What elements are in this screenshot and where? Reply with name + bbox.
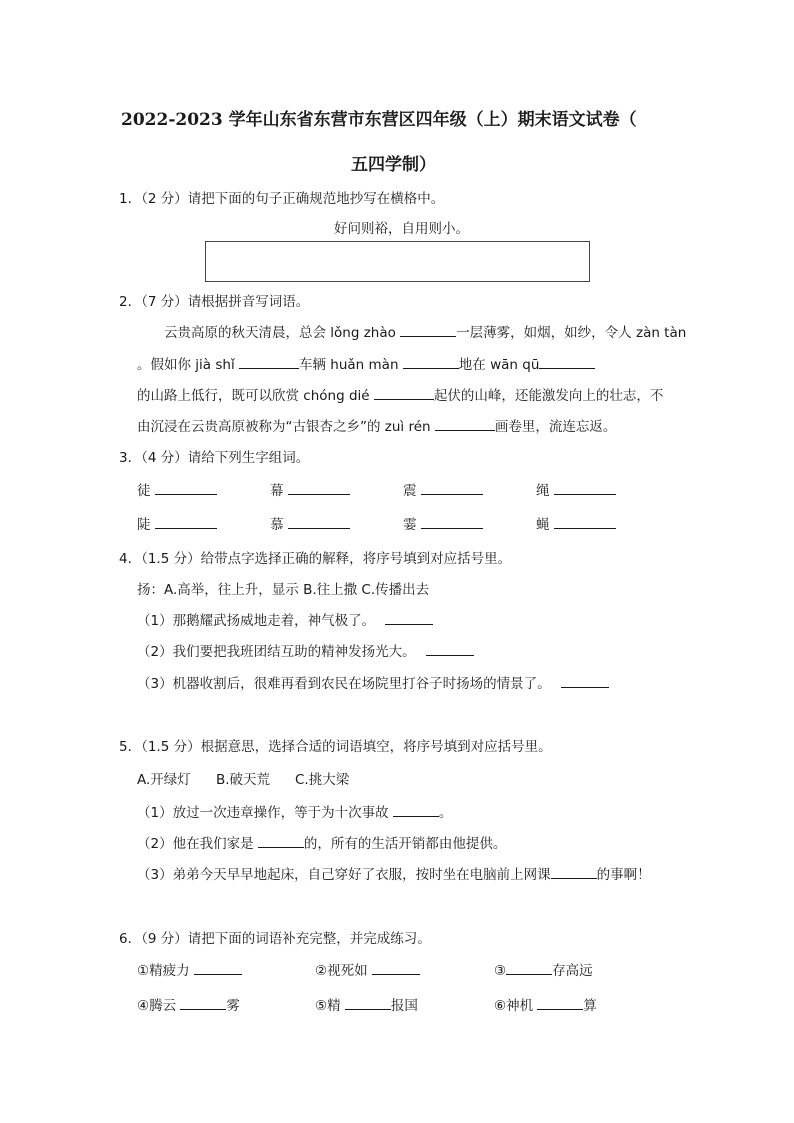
q2-line-4-text-a: 由沉浸在云贵高原被称为“古银杏之乡”的 zuì rén [137, 419, 435, 435]
q3-row-1-item-4 [536, 479, 616, 499]
q6-item-4 [137, 994, 240, 1014]
q4-options: 扬：A.高举，往上升，显示 B.往上撒 C.传播出去 [137, 582, 430, 598]
q3-row-2-item-4 [536, 513, 616, 533]
q3-blank[interactable] [288, 515, 350, 530]
q3-blank[interactable] [421, 481, 483, 496]
q2-blank-chongdie[interactable] [374, 386, 434, 401]
q3-char: 霎 [403, 517, 417, 533]
q3-blank[interactable] [421, 515, 483, 530]
q6-item-2 [315, 959, 420, 979]
q6-item-3-text-b: 存高远 [552, 963, 593, 979]
q4-sentence-1-text: （1）那鹅耀武扬威地走着，神气极了。 [137, 613, 376, 629]
q2-blank-zuiren[interactable] [435, 417, 495, 432]
q3-blank[interactable] [554, 481, 616, 496]
q4-sentence-1 [137, 609, 433, 629]
q2-line-1-text-a: 云贵高原的秋天清晨，总会 lǒng zhào [164, 325, 401, 341]
q2-line-1-text-b: 一层薄雾，如烟，如纱，令人 zàn tàn [456, 325, 687, 341]
q3-char: 陡 [137, 517, 151, 533]
q2-line-2-text-b: 车辆 huǎn màn [299, 357, 403, 373]
q5-sentence-3-text-b: 的事啊！ [596, 867, 651, 883]
q5-sentence-1-text-a: （1）放过一次违章操作，等于为十次事故 [137, 805, 393, 821]
q3-row-1-item-3 [403, 479, 483, 499]
q2-line-2 [137, 353, 595, 373]
q2-line-2-text-a: 。假如你 jià shǐ [137, 357, 239, 373]
q6-item-6-text-b: 算 [583, 998, 597, 1014]
q6-blank-3[interactable] [506, 961, 552, 976]
q6-blank-5[interactable] [345, 996, 391, 1011]
q6-blank-2[interactable] [372, 961, 420, 976]
q5-sentence-1 [137, 801, 452, 821]
q5-sentence-2 [137, 832, 506, 852]
q4-sentence-3-text: （3）机器收割后，很难再看到农民在场院里打谷子时扬场的情景了。 [137, 676, 551, 692]
q3-blank[interactable] [155, 515, 217, 530]
q6-item-3-text-a: ③ [494, 963, 507, 979]
q5-option-a: A.开绿灯 [137, 772, 191, 788]
question-5-header: 5．（1.5 分）根据意思，选择合适的词语填空，将序号填到对应括号里。 [119, 739, 552, 755]
question-3-header: 3．（4 分）请给下列生字组词。 [119, 450, 310, 466]
q4-sentence-2-text: （2）我们要把我班团结互助的精神发扬光大。 [137, 644, 416, 660]
q6-item-4-text-a: ④腾云 [137, 998, 181, 1014]
q2-line-2-text-c: 地在 wān qū [458, 357, 540, 373]
q6-item-2-text: ②视死如 [315, 963, 372, 979]
q5-blank-2[interactable] [258, 834, 304, 849]
q2-line-3-text-b: 起伏的山峰，还能激发向上的壮志，不 [433, 388, 664, 404]
q3-char: 慕 [270, 517, 284, 533]
q2-line-4-text-b: 画卷里，流连忘返。 [494, 419, 617, 435]
q5-sentence-2-text-b: 的，所有的生活开销都由他提供。 [303, 836, 507, 852]
q2-blank-huanman[interactable] [403, 355, 459, 370]
q4-blank-3[interactable] [561, 674, 609, 689]
q2-blank-longzhao[interactable] [400, 323, 456, 338]
q6-item-6 [494, 994, 597, 1014]
q3-row-1-item-2 [270, 479, 350, 499]
q5-sentence-1-text-b: 。 [438, 805, 453, 821]
q4-blank-1[interactable] [385, 611, 433, 626]
q3-blank[interactable] [155, 481, 217, 496]
q2-blank-zantan[interactable] [239, 355, 299, 370]
q3-blank[interactable] [288, 481, 350, 496]
q6-item-5 [315, 994, 418, 1014]
q6-item-5-text-a: ⑤精 [315, 998, 345, 1014]
question-1-header: 1．（2 分）请把下面的句子正确规范地抄写在横格中。 [119, 191, 445, 207]
copy-writing-box[interactable] [205, 241, 590, 282]
q3-char: 绳 [536, 483, 550, 499]
page-title-line1: 2022-2023 学年山东省东营市东营区四年级（上）期末语文试卷（ [121, 110, 637, 130]
q3-row-2-item-2 [270, 513, 350, 533]
question-6-header: 6．（9 分）请把下面的词语补充完整，并完成练习。 [119, 931, 431, 947]
q5-sentence-3-text-a: （3）弟弟今天早早地起床，自己穿好了衣服，按时坐在电脑前上网课 [137, 867, 551, 883]
q5-blank-1[interactable] [393, 803, 439, 818]
q6-item-4-text-b: 雾 [226, 998, 240, 1014]
q6-item-5-text-b: 报国 [390, 998, 418, 1014]
q4-sentence-2 [137, 640, 474, 660]
q2-line-1 [164, 321, 686, 341]
q3-row-2-item-3 [403, 513, 483, 533]
q5-blank-3[interactable] [551, 865, 597, 880]
q6-item-1 [137, 959, 242, 979]
q3-char: 幕 [270, 483, 284, 499]
q2-line-3-text-a: 的山路上低行，既可以欣赏 chóng dié [137, 388, 374, 404]
q5-option-c: C.挑大梁 [295, 772, 350, 788]
q3-row-2-item-1 [137, 513, 217, 533]
q3-char: 震 [403, 483, 417, 499]
q3-char: 蝇 [536, 517, 550, 533]
q6-blank-1[interactable] [194, 961, 242, 976]
q5-sentence-3 [137, 863, 651, 883]
q4-sentence-3 [137, 672, 609, 692]
q2-blank-wanqu[interactable] [539, 355, 595, 370]
question-4-header: 4．（1.5 分）给带点字选择正确的解释，将序号填到对应括号里。 [119, 551, 512, 567]
page-title-line2: 五四学制） [351, 155, 436, 175]
q3-blank[interactable] [554, 515, 616, 530]
question-1-sentence: 好问则裕，自用则小。 [334, 221, 469, 237]
q6-blank-6[interactable] [537, 996, 583, 1011]
q5-sentence-2-text-a: （2）他在我们家是 [137, 836, 258, 852]
q2-line-3 [137, 384, 663, 404]
q6-item-3 [494, 959, 593, 979]
q6-blank-4[interactable] [180, 996, 226, 1011]
q3-row-1-item-1 [137, 479, 217, 499]
q2-line-4 [137, 415, 616, 435]
q4-blank-2[interactable] [426, 642, 474, 657]
q6-item-1-text: ①精疲力 [137, 963, 194, 979]
q3-char: 徒 [137, 483, 151, 499]
q5-option-b: B.破天荒 [216, 772, 271, 788]
question-2-header: 2．（7 分）请根据拼音写词语。 [119, 294, 310, 310]
q6-item-6-text-a: ⑥神机 [494, 998, 538, 1014]
